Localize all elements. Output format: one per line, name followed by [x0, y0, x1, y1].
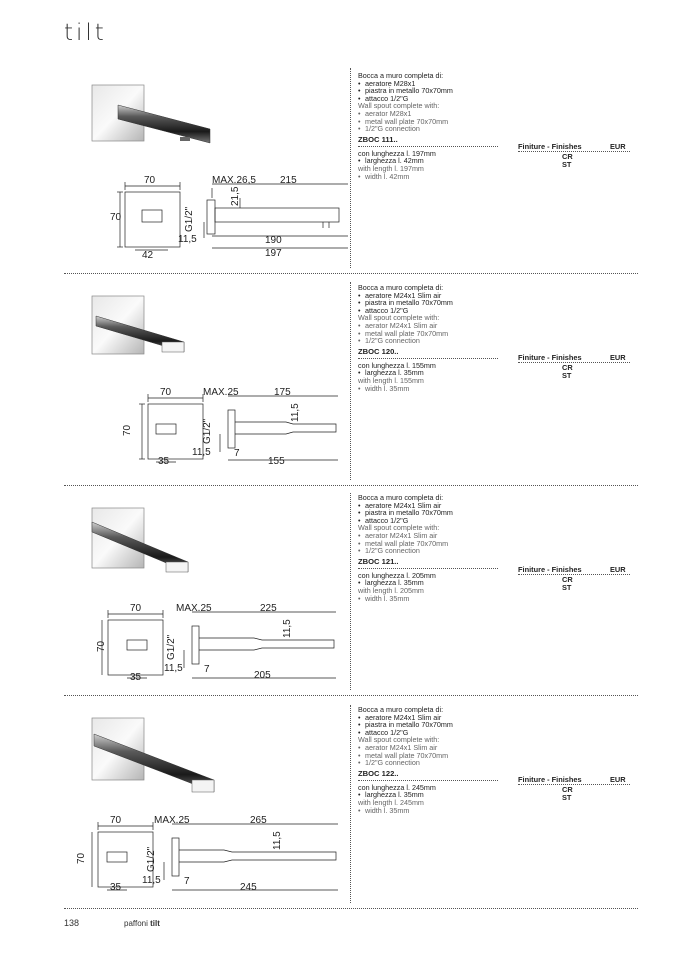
en-length: with length l. 197mm [358, 163, 424, 173]
finish-codes [562, 786, 573, 802]
footer-brand [124, 919, 160, 928]
finish-code: ST [562, 160, 572, 169]
dim-offset: 11,5 [178, 234, 197, 245]
dim-width: 42 [142, 250, 154, 261]
dim-width: 35 [158, 456, 170, 467]
column-divider [350, 493, 351, 690]
finish-codes [562, 576, 573, 592]
it-title: Bocca a muro completa di: [358, 493, 444, 502]
en-title: Wall spout complete with: [358, 735, 440, 745]
it-item: • piastra in metallo 70x70mm [358, 299, 638, 307]
it-item: • aeratore M24x1 Slim air [358, 502, 638, 510]
en-width: • width l. 35mm [358, 385, 638, 393]
section-divider [64, 273, 638, 274]
it-item: • attacco 1/2"G [358, 307, 638, 315]
product-image [88, 85, 218, 155]
it-title: Bocca a muro completa di: [358, 283, 444, 292]
product-code: ZBOC 111.. [358, 134, 398, 144]
dim-total: 175 [274, 387, 291, 398]
en-item: • aerator M24x1 Slim air [358, 744, 638, 752]
dim-max: MAX.26,5 [212, 175, 256, 186]
finishes-header: Finiture - Finishes [518, 775, 582, 784]
en-item: • 1/2"G connection [358, 337, 638, 345]
dim-plate: 70 [144, 175, 156, 186]
finish-codes [562, 153, 573, 169]
dim-length: 245 [240, 882, 257, 893]
page-title: tilt [64, 20, 107, 46]
eur-label: EUR [610, 353, 626, 362]
column-divider [350, 705, 351, 903]
dim-side: 70 [110, 212, 122, 223]
dim-max: MAX.25 [176, 603, 212, 614]
section-divider [64, 695, 638, 696]
finishes-header: Finiture - Finishes [518, 353, 582, 362]
it-item: • aeratore M28x1 [358, 80, 638, 88]
it-width: • larghezza l. 42mm [358, 157, 638, 165]
it-item: • attacco 1/2"G [358, 95, 638, 103]
en-title: Wall spout complete with: [358, 313, 440, 323]
product-description [358, 494, 638, 602]
it-title: Bocca a muro completa di: [358, 705, 444, 714]
it-title: Bocca a muro completa di: [358, 71, 444, 80]
it-item: • aeratore M24x1 Slim air [358, 292, 638, 300]
en-item: • 1/2"G connection [358, 547, 638, 555]
dim-offset: 11,5 [142, 875, 161, 886]
column-divider [350, 68, 351, 268]
dim-thread: G1/2" [146, 846, 157, 872]
technical-drawing [74, 810, 350, 900]
page-number: 138 [64, 918, 80, 928]
finish-code: CR [562, 152, 573, 161]
dim-length: 205 [254, 670, 271, 681]
product-description [358, 706, 638, 814]
it-length: con lunghezza l. 197mm [358, 148, 436, 158]
dim-length: 155 [268, 456, 285, 467]
it-length: con lunghezza l. 245mm [358, 782, 436, 792]
dim-length: 197 [265, 248, 282, 259]
it-item: • attacco 1/2"G [358, 517, 638, 525]
dim-seven: 7 [204, 664, 210, 675]
it-item: • piastra in metallo 70x70mm [358, 87, 638, 95]
dim-height: 21,5 [230, 186, 241, 206]
finish-code: ST [562, 793, 572, 802]
technical-drawing [110, 170, 350, 260]
it-length: con lunghezza l. 205mm [358, 570, 436, 580]
dim-thread: G1/2" [202, 418, 213, 444]
en-item: • metal wall plate 70x70mm [358, 752, 638, 760]
dim-max: MAX.25 [203, 387, 239, 398]
dim-plate: 70 [130, 603, 142, 614]
product-description [358, 72, 638, 180]
eur-label: EUR [610, 565, 626, 574]
finish-code: CR [562, 363, 573, 372]
dim-height: 11,5 [272, 831, 283, 850]
product-code: ZBOC 120.. [358, 346, 399, 356]
it-width: • larghezza l. 35mm [358, 369, 638, 377]
finish-codes [562, 364, 573, 380]
finish-code: ST [562, 371, 572, 380]
dim-offset: 11,5 [192, 447, 211, 458]
product-code: ZBOC 121.. [358, 556, 399, 566]
product-image [88, 718, 223, 798]
dim-total: 215 [280, 175, 297, 186]
en-item: • aerator M28x1 [358, 110, 638, 118]
technical-drawing [94, 598, 350, 688]
en-length: with length l. 205mm [358, 585, 424, 595]
finish-code: CR [562, 575, 573, 584]
dim-inner: 190 [265, 235, 282, 246]
dim-height: 11,5 [290, 403, 301, 422]
it-width: • larghezza l. 35mm [358, 579, 638, 587]
series-name: tilt [150, 919, 160, 928]
dim-side: 70 [76, 852, 87, 864]
en-item: • 1/2"G connection [358, 759, 638, 767]
column-divider [350, 282, 351, 480]
dim-height: 11,5 [282, 619, 293, 638]
section-divider [64, 908, 638, 909]
dim-width: 35 [130, 672, 142, 683]
eur-label: EUR [610, 142, 626, 151]
finish-code: CR [562, 785, 573, 794]
product-image [88, 296, 198, 358]
en-item: • metal wall plate 70x70mm [358, 118, 638, 126]
dim-plate: 70 [110, 815, 122, 826]
dim-thread: G1/2" [184, 206, 195, 232]
dim-seven: 7 [234, 448, 240, 459]
product-code: ZBOC 122.. [358, 768, 399, 778]
en-item: • 1/2"G connection [358, 125, 638, 133]
finishes-header: Finiture - Finishes [518, 142, 582, 151]
eur-label: EUR [610, 775, 626, 784]
dim-total: 225 [260, 603, 277, 614]
dim-offset: 11,5 [164, 663, 183, 674]
finish-code: ST [562, 583, 572, 592]
en-width: • width l. 35mm [358, 595, 638, 603]
en-item: • aerator M24x1 Slim air [358, 532, 638, 540]
brand-name: paffoni [124, 919, 148, 928]
en-length: with length l. 245mm [358, 797, 424, 807]
dim-width: 35 [110, 882, 122, 893]
page-footer [64, 918, 160, 928]
en-width: • width l. 35mm [358, 807, 638, 815]
en-width: • width l. 42mm [358, 173, 638, 181]
section-divider [64, 485, 638, 486]
it-item: • piastra in metallo 70x70mm [358, 721, 638, 729]
dim-total: 265 [250, 815, 267, 826]
it-item: • aeratore M24x1 Slim air [358, 714, 638, 722]
it-item: • piastra in metallo 70x70mm [358, 509, 638, 517]
en-title: Wall spout complete with: [358, 523, 440, 533]
dim-side: 70 [122, 424, 133, 436]
en-title: Wall spout complete with: [358, 101, 440, 111]
dim-thread: G1/2" [166, 634, 177, 660]
product-description [358, 284, 638, 392]
en-item: • metal wall plate 70x70mm [358, 330, 638, 338]
en-length: with length l. 155mm [358, 375, 424, 385]
product-image [88, 508, 203, 578]
finishes-header: Finiture - Finishes [518, 565, 582, 574]
it-length: con lunghezza l. 155mm [358, 360, 436, 370]
dim-seven: 7 [184, 876, 190, 887]
it-item: • attacco 1/2"G [358, 729, 638, 737]
dim-max: MAX.25 [154, 815, 190, 826]
technical-drawing [118, 382, 350, 472]
en-item: • aerator M24x1 Slim air [358, 322, 638, 330]
it-width: • larghezza l. 35mm [358, 791, 638, 799]
en-item: • metal wall plate 70x70mm [358, 540, 638, 548]
dim-plate: 70 [160, 387, 172, 398]
dim-side: 70 [96, 640, 107, 652]
